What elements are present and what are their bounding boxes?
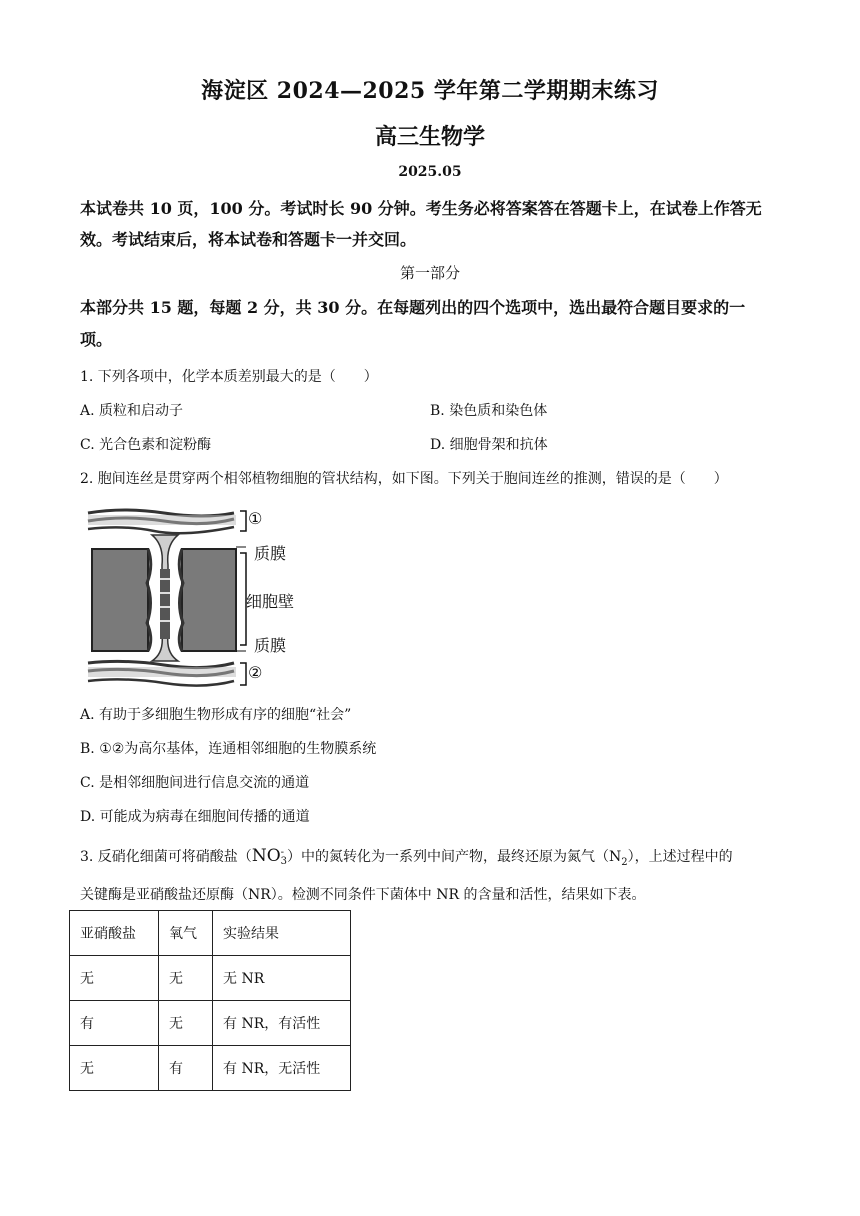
- table-cell: 无: [70, 1046, 159, 1091]
- plasmodesmata-figure: [84, 505, 354, 690]
- q3-stem-part-c: ），上述过程中的: [627, 849, 733, 865]
- table-header-cell: 氧气: [159, 911, 213, 956]
- table-cell: 无 NR: [213, 956, 351, 1001]
- table-cell: 无: [159, 1001, 213, 1046]
- q1-option-d: D. 细胞骨架和抗体: [430, 437, 548, 453]
- table-cell: 无: [159, 956, 213, 1001]
- exam-date: 2025.05: [398, 164, 462, 180]
- q1-option-c: C. 光合色素和淀粉酶: [80, 437, 212, 453]
- figure-label-membrane-bottom: 质膜: [254, 636, 287, 655]
- plasmodesmata-diagram: [84, 505, 354, 690]
- instructions-line-2: 效。考试结束后，将本试卷和答题卡一并交回。: [80, 230, 417, 249]
- section-desc-line-1: 本部分共 15 题，每题 2 分，共 30 分。在每题列出的四个选项中，选出最符合题目要求的一: [80, 298, 746, 317]
- q3-stem-line-1: [80, 846, 733, 868]
- nitrate-formula-sup: -: [280, 846, 285, 858]
- q2-option-a: A. 有助于多细胞生物形成有序的细胞“社会”: [80, 707, 352, 723]
- q1-stem: 1. 下列各项中，化学本质差别最大的是（ ）: [80, 369, 378, 385]
- figure-label-membrane-top: 质膜: [254, 544, 287, 563]
- q3-stem-line-2: 关键酶是亚硝酸盐还原酶（NR）。检测不同条件下菌体中 NR 的含量和活性，结果如下表。: [80, 887, 646, 903]
- nitrate-formula-sub: 3: [280, 855, 287, 867]
- table-cell: 有 NR，无活性: [213, 1046, 351, 1091]
- nitrate-formula: [252, 846, 287, 866]
- q1-option-b: B. 染色质和染色体: [430, 403, 548, 419]
- q3-results-table: [69, 910, 351, 1091]
- q3-stem-part-b: ）中的氮转化为一系列中间产物，最终还原为氮气（N: [287, 849, 622, 865]
- section-desc-line-2: 项。: [80, 330, 113, 349]
- figure-label-top: ①: [248, 509, 263, 528]
- exam-title: 海淀区 2024—2025 学年第二学期期末练习: [201, 78, 659, 104]
- table-header-cell: 实验结果: [213, 911, 351, 956]
- q2-option-d: D. 可能成为病毒在细胞间传播的通道: [80, 809, 310, 825]
- table-header-cell: 亚硝酸盐: [70, 911, 159, 956]
- table-row: [70, 1046, 351, 1091]
- n2-subscript: 2: [621, 856, 628, 868]
- figure-label-cell-wall: 细胞壁: [246, 592, 295, 611]
- table-cell: 有: [159, 1046, 213, 1091]
- q3-stem-part-a: 3. 反硝化细菌可将硝酸盐（: [80, 849, 252, 865]
- q1-option-a: A. 质粒和启动子: [80, 403, 184, 419]
- q2-stem: 2. 胞间连丝是贯穿两个相邻植物细胞的管状结构，如下图。下列关于胞间连丝的推测，错误的是（ ）: [80, 471, 728, 487]
- table-cell: 有 NR，有活性: [213, 1001, 351, 1046]
- table-row: [70, 956, 351, 1001]
- nitrate-formula-main: NO: [251, 846, 281, 866]
- exam-subtitle: 高三生物学: [374, 124, 485, 150]
- table-header-row: [70, 911, 351, 956]
- q2-option-b: B. ①②为高尔基体，连通相邻细胞的生物膜系统: [80, 741, 377, 757]
- figure-label-bottom: ②: [248, 663, 263, 682]
- table-cell: 无: [70, 956, 159, 1001]
- table-cell: 有: [70, 1001, 159, 1046]
- section-title: 第一部分: [399, 264, 460, 282]
- table-row: [70, 1001, 351, 1046]
- q2-option-c: C. 是相邻细胞间进行信息交流的通道: [80, 775, 310, 791]
- instructions-line-1: 本试卷共 10 页，100 分。考试时长 90 分钟。考生务必将答案答在答题卡上，在试卷上作答无: [80, 199, 762, 218]
